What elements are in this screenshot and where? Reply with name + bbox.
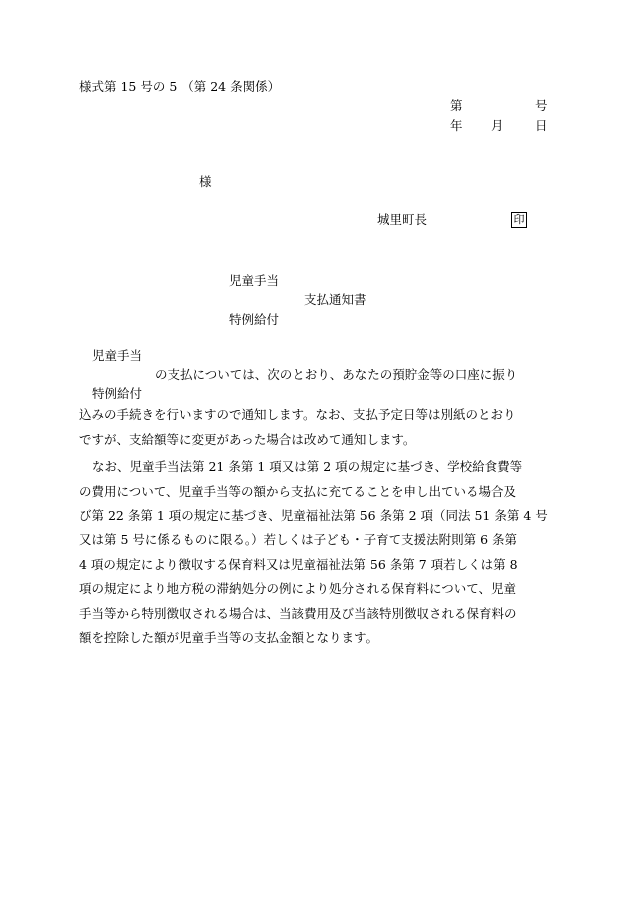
form-number: 様式第 15 号の 5 （第 24 条関係） <box>79 79 281 94</box>
seal-stamp: 印 <box>511 212 527 228</box>
date-day: 日 <box>535 118 548 133</box>
note-line: 項の規定により地方税の滞納処分の例により処分される保育料について、児童 <box>79 581 517 596</box>
intro-option-special-benefit: 特例給付 <box>92 386 143 401</box>
intro-option-child-allowance: 児童手当 <box>92 348 143 363</box>
note-line: 額を控除した額が児童手当等の支払金額となります。 <box>79 630 379 645</box>
intro-line-2: 込みの手続きを行いますので通知します。なお、支払予定日等は別紙のとおり <box>79 407 516 422</box>
note-line: び第 22 条第 1 項の規定に基づき、児童福祉法第 56 条第 2 項（同法 51 条第 4 号 <box>79 508 548 523</box>
note-line: の費用について、児童手当等の額から支払に充てることを申し出ている場合及 <box>79 484 517 499</box>
note-line: 手当等から特別徴収される場合は、当該費用及び当該特別徴収される保育料の <box>79 606 517 621</box>
title-option-child-allowance: 児童手当 <box>229 273 280 288</box>
document-title: 支払通知書 <box>304 292 367 307</box>
addressee-suffix: 様 <box>199 174 212 189</box>
date-year: 年 <box>450 118 463 133</box>
title-option-special-benefit: 特例給付 <box>229 312 280 327</box>
note-line: なお、児童手当法第 21 条第 1 項又は第 2 項の規定に基づき、学校給食費等 <box>92 459 523 474</box>
date-month: 月 <box>491 118 504 133</box>
intro-line-1: の支払については、次のとおり、あなたの預貯金等の口座に振り <box>155 367 518 382</box>
intro-line-3: ですが、支給額等に変更があった場合は改めて通知します。 <box>79 432 416 447</box>
doc-number-suffix: 号 <box>535 98 548 113</box>
note-line: 4 項の規定により徴収する保育料又は児童福祉法第 56 条第 7 項若しくは第 8 <box>79 557 518 572</box>
note-line: 又は第 5 号に係るものに限る。）若しくは子ども・子育て支援法附則第 6 条第 <box>79 532 518 547</box>
doc-number-prefix: 第 <box>450 98 463 113</box>
issuer-name: 城里町長 <box>377 212 428 227</box>
